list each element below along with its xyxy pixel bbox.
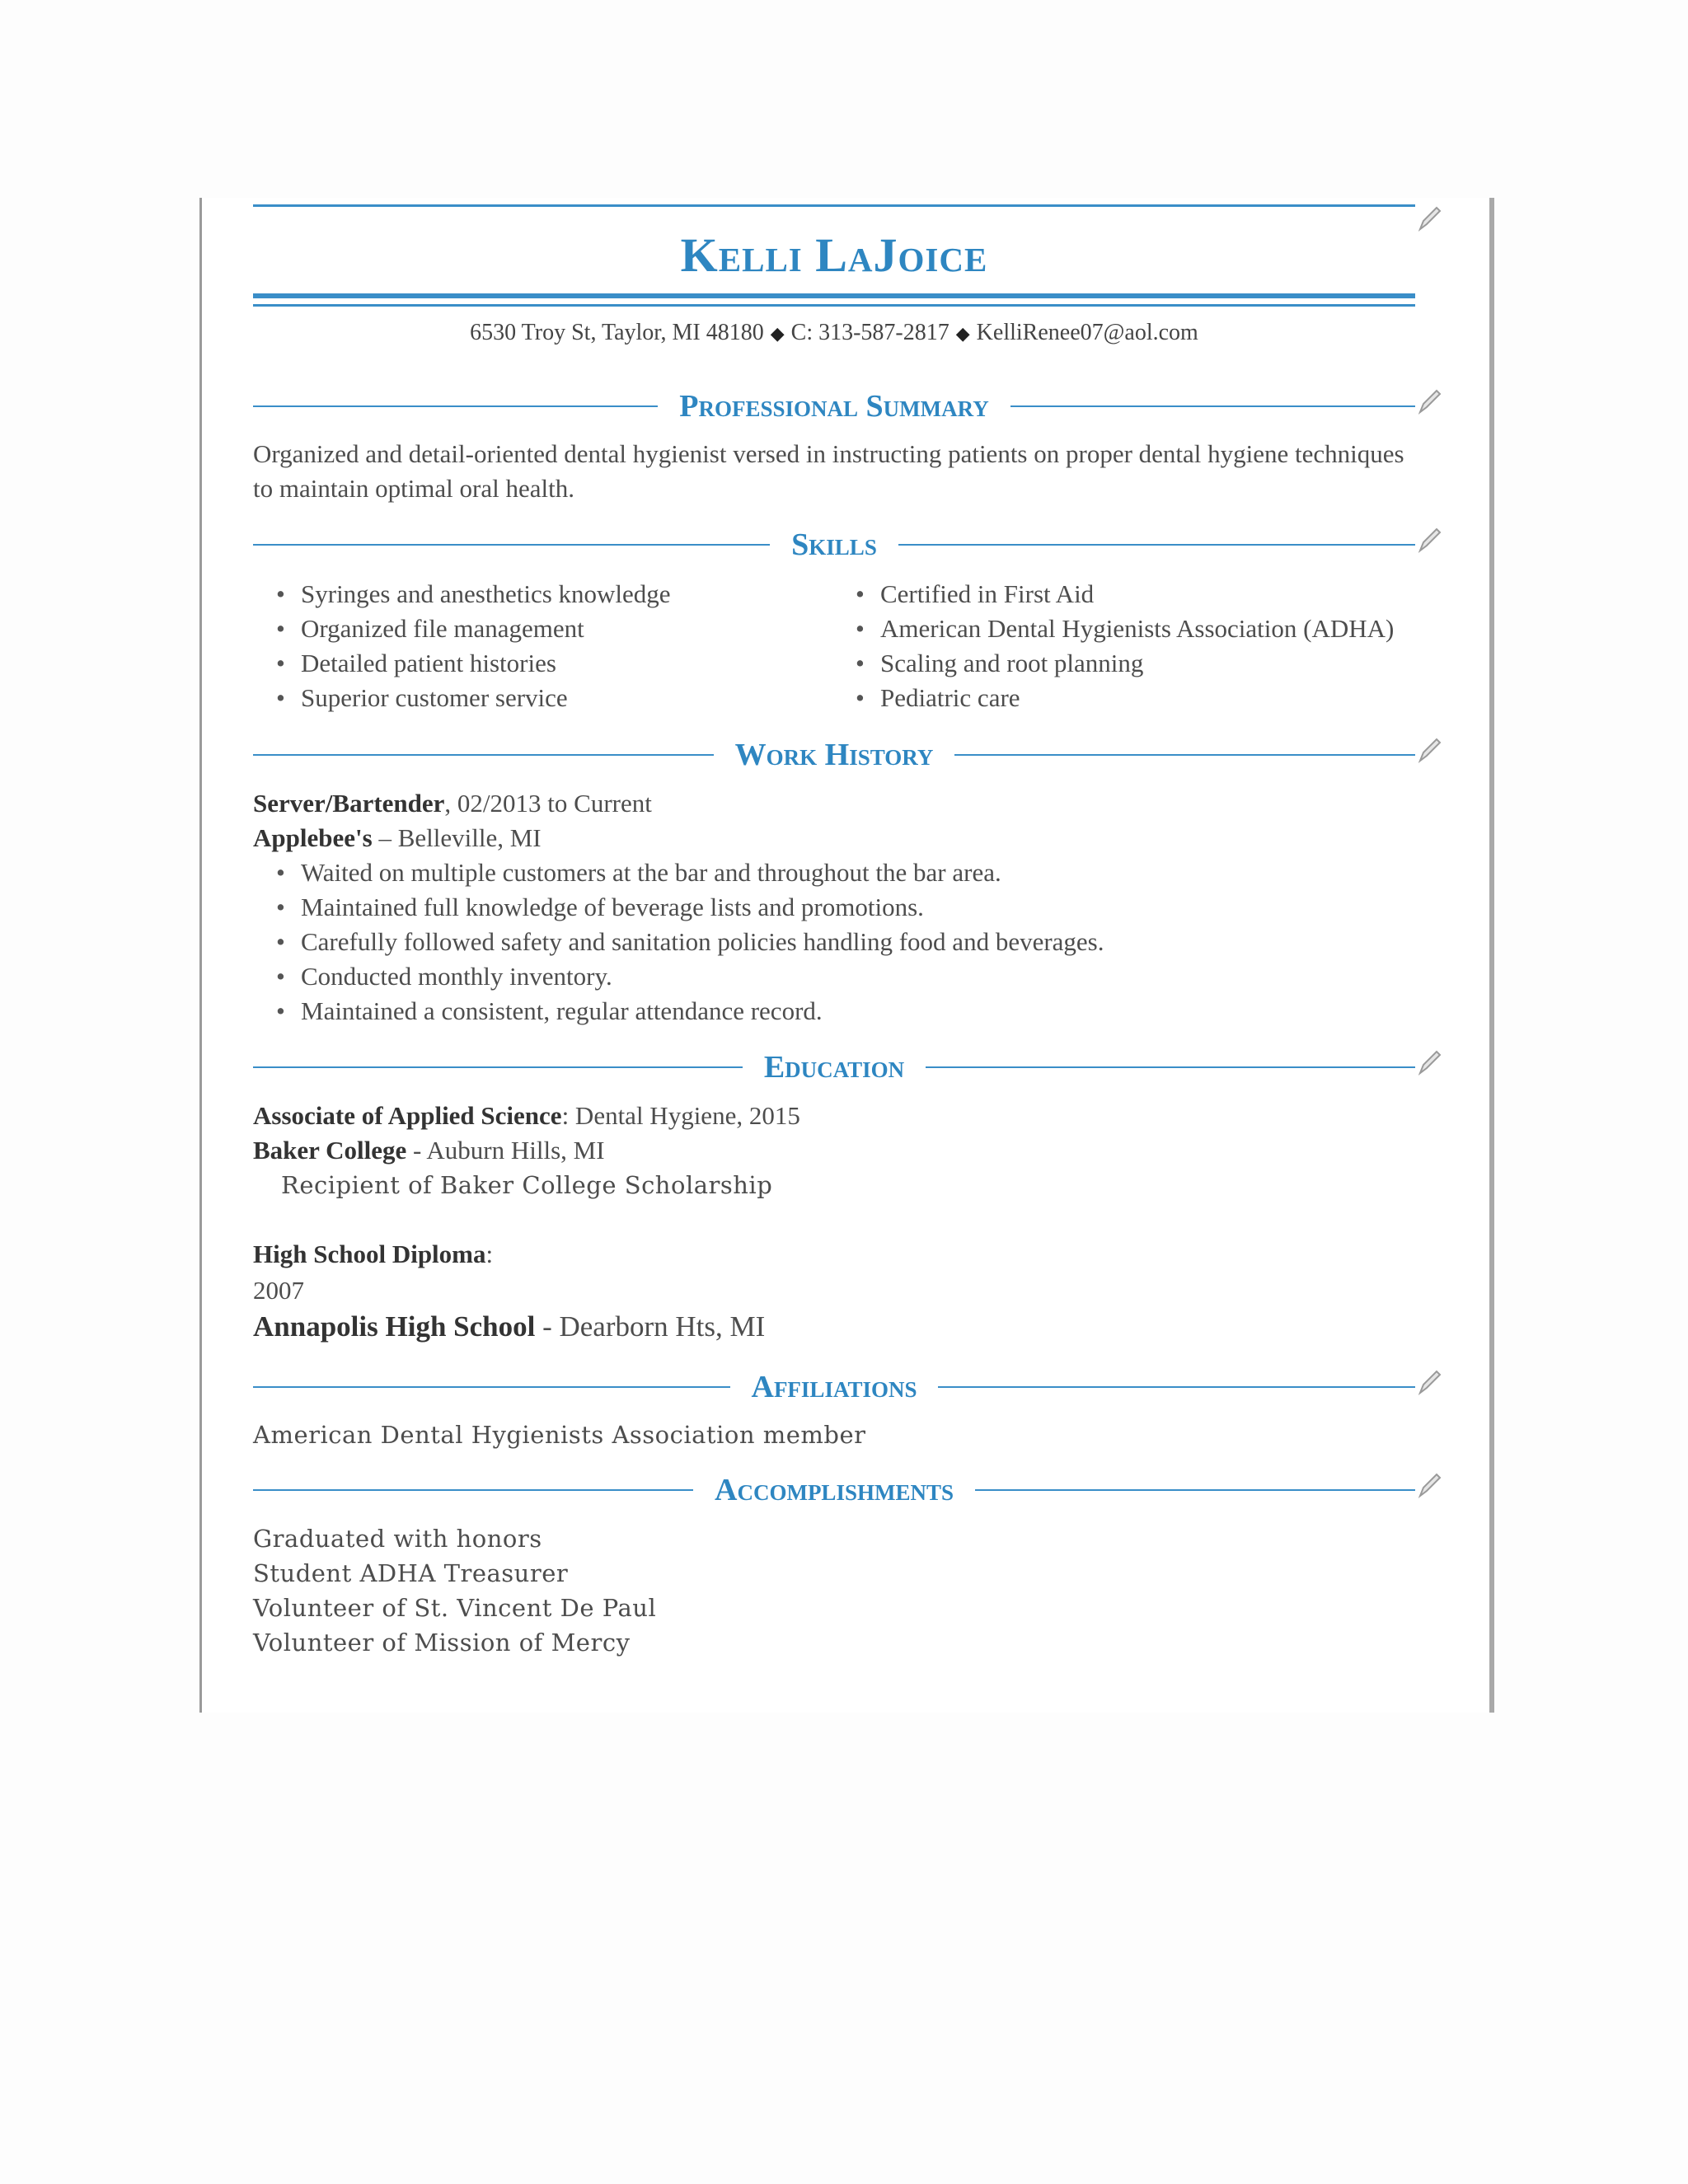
skills-list-left bbox=[253, 577, 830, 715]
accomplishment-item: Graduated with honors bbox=[253, 1525, 542, 1553]
section-heading-accomplishments bbox=[253, 1469, 1415, 1511]
edit-pencil-icon[interactable] bbox=[1415, 1471, 1443, 1499]
separator-diamond-icon: ◆ bbox=[955, 323, 970, 344]
section-heading-education bbox=[253, 1047, 1415, 1088]
duty-item: • Maintained a consistent, regular attendance record. bbox=[253, 994, 1415, 1029]
affiliation-text: American Dental Hygienists Association member bbox=[253, 1421, 866, 1449]
accomplishment-item: Student ADHA Treasurer bbox=[253, 1559, 569, 1587]
degree-1: Associate of Applied Science bbox=[253, 1101, 562, 1130]
section-heading-work-history bbox=[253, 734, 1415, 776]
edit-pencil-icon[interactable] bbox=[1415, 526, 1443, 554]
school-line-2 bbox=[253, 1310, 1415, 1344]
degree-2-year: 2007 bbox=[253, 1276, 304, 1305]
employer-name: Applebee's bbox=[253, 823, 373, 852]
school-line-1 bbox=[253, 1133, 1415, 1168]
contact-address: 6530 Troy St, Taylor, MI 48180 bbox=[470, 320, 764, 345]
duty-item: • Conducted monthly inventory. bbox=[253, 959, 1415, 994]
job-duties-list bbox=[253, 855, 1415, 1029]
school-1: Baker College bbox=[253, 1136, 407, 1165]
skill-item: • American Dental Hygienists Association (ADHA) bbox=[832, 612, 1415, 646]
edit-pencil-icon[interactable] bbox=[1415, 387, 1443, 415]
contact-line bbox=[253, 320, 1415, 346]
skill-item: • Pediatric care bbox=[832, 681, 1415, 715]
section-heading-affiliations bbox=[253, 1366, 1415, 1408]
contact-phone: C: 313-587-2817 bbox=[790, 320, 950, 345]
edit-pencil-icon[interactable] bbox=[1415, 1368, 1443, 1396]
separator-diamond-icon: ◆ bbox=[770, 323, 785, 344]
skill-item: • Detailed patient histories bbox=[253, 646, 830, 681]
edit-pencil-icon[interactable] bbox=[1415, 1048, 1443, 1076]
edit-pencil-icon[interactable] bbox=[1415, 204, 1443, 232]
job-dates: , 02/2013 to Current bbox=[444, 789, 652, 818]
header-double-rule bbox=[253, 293, 1415, 307]
degree-line-1 bbox=[253, 1099, 1415, 1133]
accomplishment-item: Volunteer of Mission of Mercy bbox=[253, 1629, 631, 1657]
summary-text: Organized and detail-oriented dental hygienist versed in instructing patients on proper dental hygiene techniques to maintain optimal oral health. bbox=[253, 439, 1404, 503]
education-heading: Education bbox=[743, 1050, 926, 1085]
job-title-line bbox=[253, 786, 1415, 821]
work-heading: Work History bbox=[714, 738, 955, 772]
employer-location: – Belleville, MI bbox=[372, 823, 542, 852]
header-top-rule bbox=[253, 204, 1415, 207]
job-title: Server/Bartender bbox=[253, 789, 445, 818]
skills-heading: Skills bbox=[770, 527, 898, 562]
affiliations-heading: Affiliations bbox=[730, 1370, 939, 1404]
degree-2-suffix: : bbox=[485, 1240, 494, 1268]
duty-item: • Maintained full knowledge of beverage lists and promotions. bbox=[253, 890, 1415, 925]
summary-heading: Professional Summary bbox=[658, 389, 1010, 424]
school-2-location: - Dearborn Hts, MI bbox=[535, 1310, 766, 1343]
resume-page bbox=[199, 198, 1494, 1713]
edit-pencil-icon[interactable] bbox=[1415, 736, 1443, 764]
section-heading-summary bbox=[253, 386, 1415, 427]
degree-line-2 bbox=[253, 1237, 1415, 1272]
skill-item: • Organized file management bbox=[253, 612, 830, 646]
duty-item: • Waited on multiple customers at the bar and throughout the bar area. bbox=[253, 855, 1415, 890]
skill-item: • Superior customer service bbox=[253, 681, 830, 715]
accomplishments-heading: Accomplishments bbox=[693, 1473, 975, 1507]
degree-1-field: : Dental Hygiene, 2015 bbox=[561, 1101, 800, 1130]
school-2: Annapolis High School bbox=[253, 1310, 536, 1343]
candidate-name: Kelli LaJoice bbox=[680, 228, 988, 282]
employer-line bbox=[253, 821, 1415, 855]
skills-list-right bbox=[832, 577, 1415, 715]
skill-item: • Syringes and anesthetics knowledge bbox=[253, 577, 830, 612]
degree-2: High School Diploma bbox=[253, 1240, 486, 1268]
section-heading-skills bbox=[253, 524, 1415, 565]
skill-item: • Scaling and root planning bbox=[832, 646, 1415, 681]
skill-item: • Certified in First Aid bbox=[832, 577, 1415, 612]
duty-item: • Carefully followed safety and sanitation policies handling food and beverages. bbox=[253, 925, 1415, 959]
education-note-1: Recipient of Baker College Scholarship bbox=[281, 1171, 773, 1199]
contact-email: KelliRenee07@aol.com bbox=[976, 320, 1198, 345]
school-1-location: - Auburn Hills, MI bbox=[406, 1136, 605, 1165]
accomplishment-item: Volunteer of St. Vincent De Paul bbox=[253, 1594, 657, 1622]
